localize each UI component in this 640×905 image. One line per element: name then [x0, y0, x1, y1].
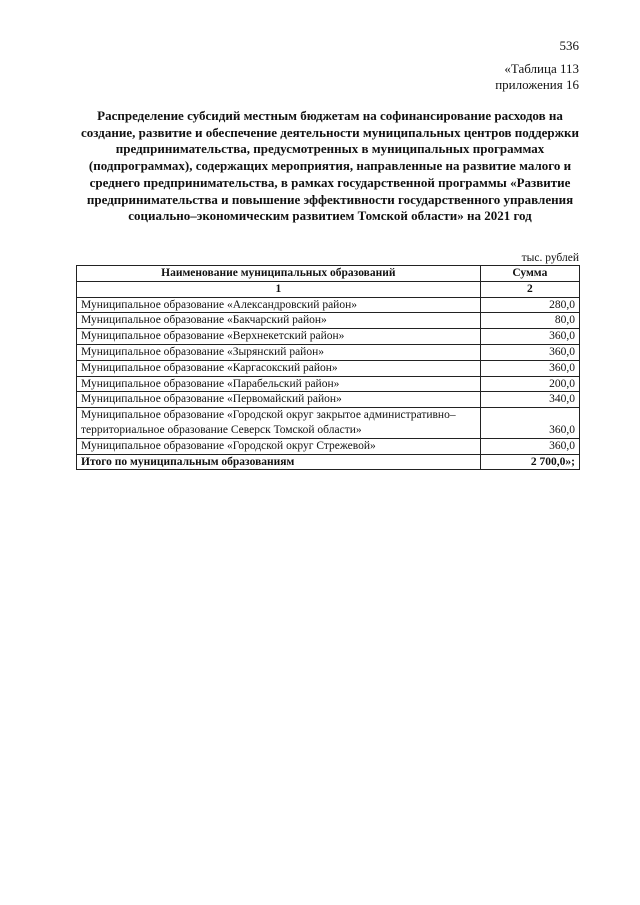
document-title: Распределение субсидий местным бюджетам на софинансирование расходов на создание, развитие и обеспечение деятельности муниципальных центров поддержки предпринимательства, предусмотренных в муниципальных программах (подпрограммах), содержащих мероприятия, направленные на развитие малого и среднего предпринимательства, в рамках государственной программы «Развитие предпринимательства и повышение эффективности государственного управления социально–экономическим развитием Томской области» на 2021 год [81, 108, 579, 224]
row-sum: 80,0 [480, 313, 579, 329]
row-sum: 360,0 [480, 438, 579, 454]
row-sum: 360,0 [480, 408, 579, 439]
row-name: Муниципальное образование «Верхнекетский район» [77, 329, 481, 345]
total-row [77, 454, 580, 470]
row-name: Муниципальное образование «Бакчарский район» [77, 313, 481, 329]
table-row [77, 297, 580, 313]
table-row [77, 344, 580, 360]
row-sum: 360,0 [480, 344, 579, 360]
row-sum: 280,0 [480, 297, 579, 313]
table-row [77, 313, 580, 329]
table-row [77, 360, 580, 376]
total-label: Итого по муниципальным образованиям [77, 454, 481, 470]
row-name: Муниципальное образование «Парабельский район» [77, 376, 481, 392]
table-row [77, 376, 580, 392]
subsidy-table [76, 265, 580, 470]
table-reference-line-2: приложения 16 [495, 77, 579, 92]
table-row [77, 438, 580, 454]
units-label: тыс. рублей [521, 252, 579, 264]
row-sum: 360,0 [480, 360, 579, 376]
table-reference-line-1: «Таблица 113 [504, 61, 579, 76]
row-name: Муниципальное образование «Городской округ Стрежевой» [77, 438, 481, 454]
row-sum: 200,0 [480, 376, 579, 392]
row-name: Муниципальное образование «Зырянский район» [77, 344, 481, 360]
table-header-row [77, 266, 580, 282]
row-name: Муниципальное образование «Первомайский район» [77, 392, 481, 408]
row-name: Муниципальное образование «Городской округ закрытое административно–территориальное образование Северск Томской области» [77, 408, 481, 439]
table-reference [495, 61, 579, 93]
page-number: 536 [559, 38, 579, 53]
index-2: 2 [480, 281, 579, 297]
table-row [77, 408, 580, 439]
row-name: Муниципальное образование «Каргасокский район» [77, 360, 481, 376]
total-sum: 2 700,0»; [480, 454, 579, 470]
table-index-row [77, 281, 580, 297]
index-1: 1 [77, 281, 481, 297]
header-sum: Сумма [480, 266, 579, 282]
row-sum: 360,0 [480, 329, 579, 345]
table-row [77, 329, 580, 345]
row-sum: 340,0 [480, 392, 579, 408]
row-name: Муниципальное образование «Александровский район» [77, 297, 481, 313]
table-row [77, 392, 580, 408]
header-name: Наименование муниципальных образований [77, 266, 481, 282]
